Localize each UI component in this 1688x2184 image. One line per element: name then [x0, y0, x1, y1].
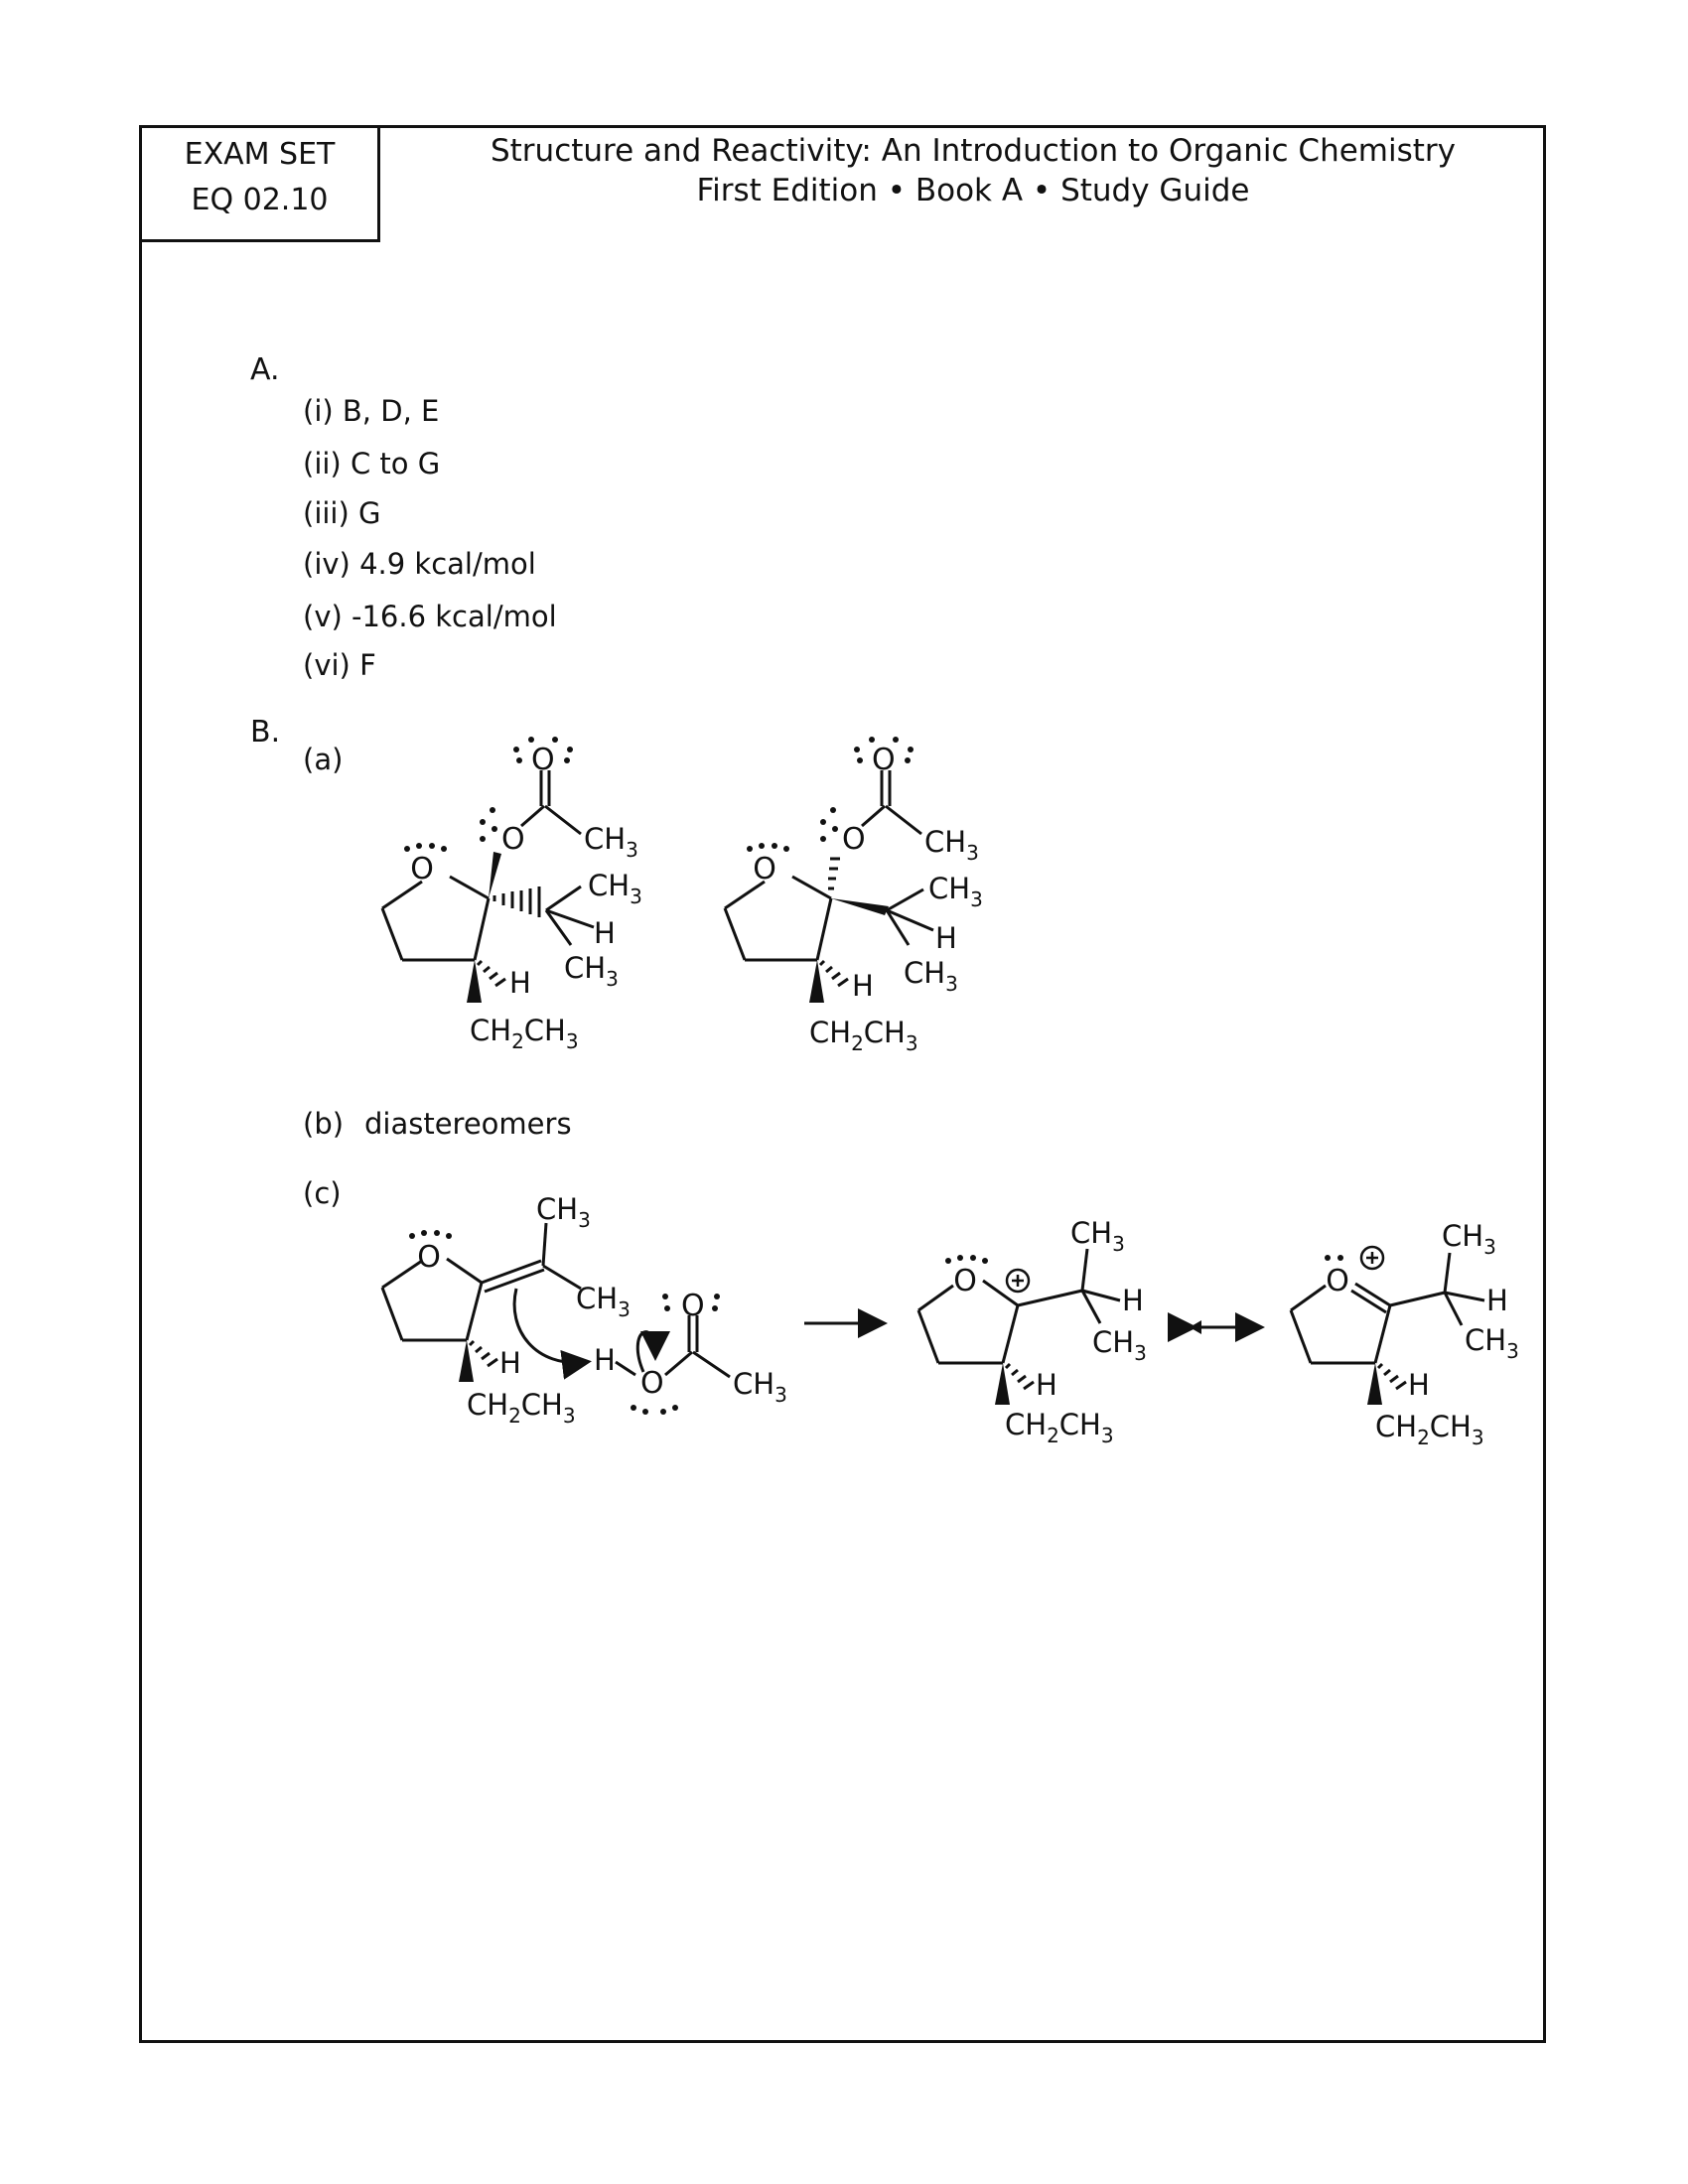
part-c-label: (c)	[303, 1176, 342, 1210]
svg-text:CH3: $CH_3$	[1442, 1219, 1496, 1259]
svg-text:H: H	[594, 916, 616, 950]
atom-o: O	[501, 822, 525, 857]
hashed-bond	[820, 961, 848, 986]
answer-vi: (vi) F	[303, 648, 376, 682]
svg-text:CH3: $CH_3$	[576, 1282, 631, 1321]
svg-text:CH2CH3: $CH_2CH_3$	[470, 1014, 579, 1053]
methyl-label: $CH_3$	[584, 822, 638, 862]
svg-text:O: O	[753, 852, 776, 887]
hashed-bond	[494, 887, 539, 917]
answer-i: (i) B, D, E	[303, 394, 440, 428]
hashed-bond	[1378, 1364, 1406, 1389]
svg-text:O: O	[681, 1289, 705, 1323]
structure-a-right	[725, 737, 983, 1055]
answer-ii: (ii) C to G	[303, 447, 441, 480]
svg-text:CH3: $CH_3$	[564, 951, 619, 991]
answer-iii: (iii) G	[303, 496, 381, 530]
lone-pair-dots	[404, 843, 447, 852]
svg-text:O: O	[640, 1366, 664, 1401]
atom-o: O	[531, 743, 555, 777]
svg-text:CH2CH3: $CH_2CH_3$	[467, 1388, 576, 1428]
answer-iv: (iv) 4.9 kcal/mol	[303, 547, 536, 581]
svg-text:O: O	[842, 822, 866, 857]
svg-text:CH3: $CH_3$	[904, 956, 958, 996]
structure-a-left	[382, 737, 642, 1053]
svg-text:H: H	[499, 1346, 521, 1380]
book-title: Structure and Reactivity: An Introduction to Organic Chemistry	[490, 133, 1457, 169]
svg-text:CH3: $CH_3$	[733, 1367, 787, 1407]
svg-text:CH3: $CH_3$	[1092, 1325, 1147, 1365]
svg-text:H: H	[594, 1343, 616, 1377]
svg-text:H: H	[1122, 1284, 1144, 1317]
svg-text:H: H	[509, 966, 531, 1000]
svg-text:H: H	[1408, 1368, 1430, 1402]
part-a-label: (a)	[303, 743, 344, 776]
svg-text:O: O	[953, 1264, 977, 1298]
svg-text:CH3: $CH_3$	[924, 825, 979, 865]
svg-text:O: O	[1326, 1264, 1349, 1298]
hashed-bond	[828, 859, 840, 888]
svg-text:CH3: $CH_3$	[1070, 1216, 1125, 1256]
hashed-bond	[478, 961, 505, 986]
svg-text:O: O	[872, 743, 896, 777]
svg-text:CH2CH3: $CH_2CH_3$	[1375, 1410, 1484, 1449]
atom-o: O	[410, 852, 434, 887]
svg-text:CH2CH3: $CH_2CH_3$	[1005, 1408, 1114, 1447]
part-b-answer: diastereomers	[364, 1107, 572, 1141]
part-b-label: (b)	[303, 1107, 345, 1141]
svg-text:CH3: $CH_3$	[588, 869, 642, 908]
exam-code: EQ 02.10	[191, 183, 329, 217]
structure-c-reactant	[382, 1192, 631, 1428]
svg-text:O: O	[417, 1240, 441, 1275]
hashed-bond	[470, 1341, 497, 1366]
svg-text:CH2CH3: $CH_2CH_3$	[809, 1016, 918, 1055]
section-b-label: B.	[250, 715, 281, 750]
svg-text:H: H	[1486, 1284, 1508, 1317]
section-a-label: A.	[250, 352, 280, 387]
exam-set-label: EXAM SET	[184, 137, 336, 172]
structure-c-cation	[918, 1216, 1147, 1447]
svg-text:H: H	[852, 969, 874, 1003]
svg-text:CH3: $CH_3$	[928, 872, 983, 911]
svg-text:CH3: $CH_3$	[1465, 1323, 1519, 1363]
svg-text:H: H	[1036, 1368, 1057, 1402]
svg-text:CH3: $CH_3$	[536, 1192, 591, 1232]
svg-text:H: H	[935, 921, 957, 955]
hashed-bond	[1006, 1364, 1034, 1389]
structure-c-oxocarbenium	[1291, 1219, 1519, 1449]
answer-v: (v) -16.6 kcal/mol	[303, 600, 557, 633]
book-subtitle: First Edition • Book A • Study Guide	[696, 173, 1250, 208]
